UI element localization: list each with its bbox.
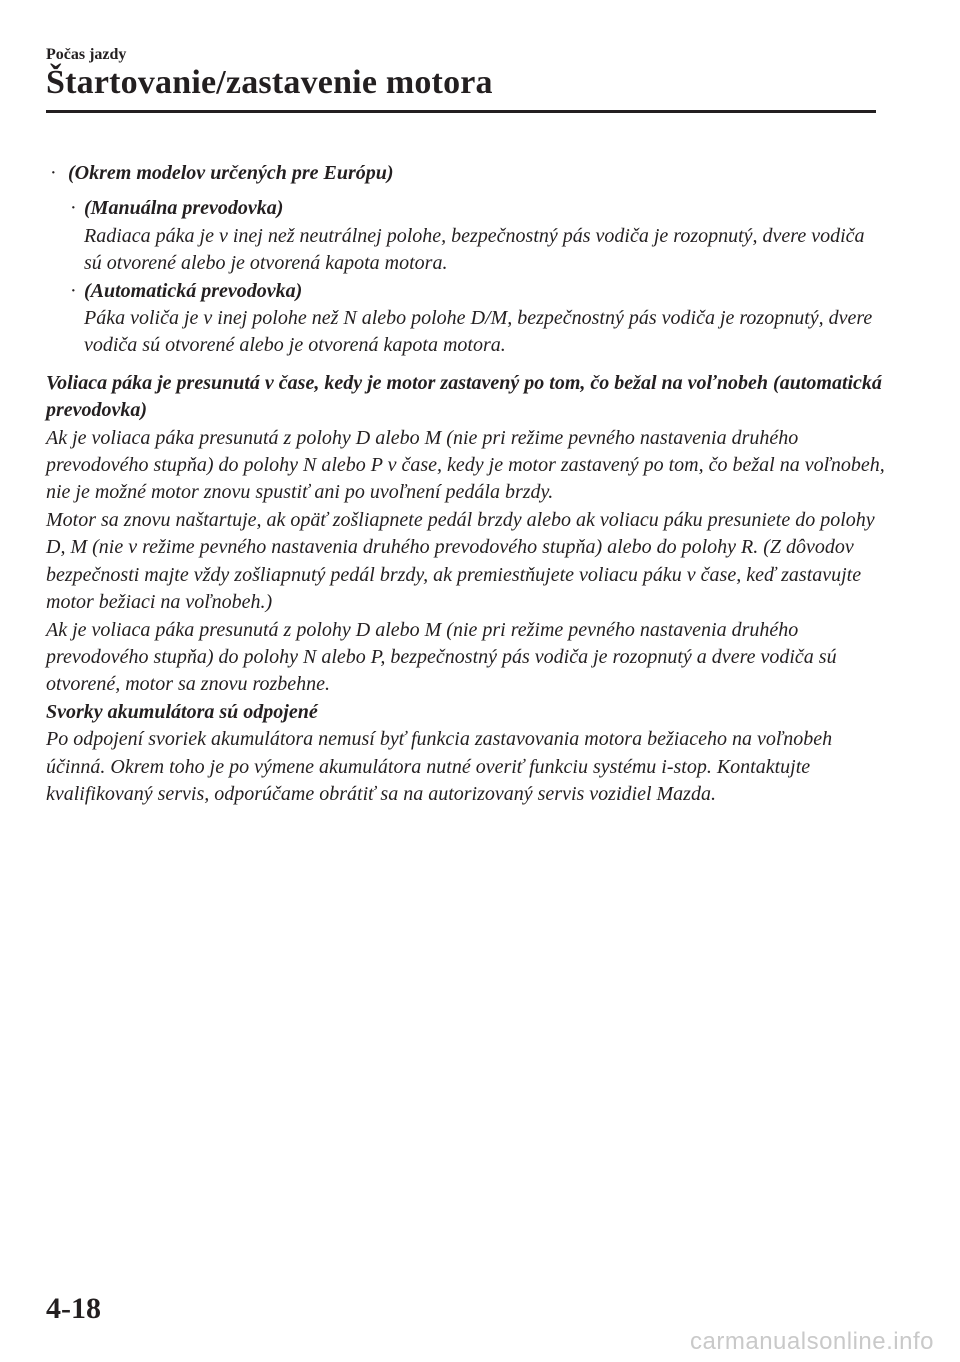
page-title: Štartovanie/zastavenie motora (46, 64, 493, 101)
paragraph: Po odpojení svoriek akumulátora nemusí byť funkcia zastavovania motora bežiaceho na voľnobeh účinná. Okrem toho je po výmene akumulátora nutné overiť funkciu systému i-stop. Kontaktujte kvalifikovaný servis, odporúčame obrátiť sa na autorizovaný servis vozidiel Mazda. (46, 728, 833, 805)
bullet-heading: (Okrem modelov určených pre Európu) (68, 162, 394, 184)
section-title: Svorky akumulátora sú odpojené (46, 700, 318, 723)
paragraph: Ak je voliaca páka presunutá z polohy D alebo M (nie pri režime pevného nastavenia druhého prevodového stupňa) do polohy N alebo P v čase, kedy je motor zastavený po tom, čo bežal na voľnobeh, nie je možné motor znovu spustiť ani po uvoľnení pedála brzdy. (46, 426, 885, 504)
bullet-dot-icon: · (70, 279, 77, 302)
section-label: Počas jazdy (46, 46, 127, 63)
bullet-item-manual (46, 195, 886, 277)
section-title: Voliaca páka je presunutá v čase, kedy je motor zastavený po tom, čo bežal na voľnobeh (automatická prevodovka) (46, 371, 882, 422)
bullet-heading: (Automatická prevodovka) (84, 279, 303, 302)
bullet-item-non-europe (46, 160, 886, 187)
header-divider (46, 110, 876, 113)
paragraph: Ak je voliaca páka presunutá z polohy D alebo M (nie pri režime pevného nastavenia druhého prevodového stupňa) do polohy N alebo P, bezpečnostný pás vodiča je rozopnutý a dvere vodiča sú otvorené, motor sa znovu rozbehne. (46, 618, 837, 696)
watermark: carmanualsonline.info (690, 1328, 934, 1355)
bullet-dot-icon: · (70, 197, 77, 220)
bullet-dot-icon: · (50, 162, 57, 184)
bullet-heading: (Manuálna prevodovka) (84, 197, 284, 220)
paragraph: Motor sa znovu naštartuje, ak opäť zošliapnete pedál brzdy alebo ak voliacu páku presuniete do polohy D, M (nie v režime pevného nastavenia druhého prevodového stupňa) alebo do polohy R. (Z dôvodov bezpečnosti majte vždy zošliapnutý pedál brzdy, ak premiestňujete voliacu páku v čase, keď zastavujte motor bežiaci na voľnobeh.) (46, 508, 875, 614)
document-body (46, 160, 886, 808)
bullet-text: Páka voliča je v inej polohe než N alebo polohe D/M, bezpečnostný pás vodiča je rozopnutý, dvere vodiča sú otvorené alebo je otvorená kapota motora. (84, 307, 873, 357)
section-battery (46, 699, 886, 809)
page-number: 4-18 (46, 1292, 101, 1325)
section-shift-lever (46, 370, 886, 699)
bullet-text: Radiaca páka je v inej než neutrálnej polohe, bezpečnostný pás vodiča je rozopnutý, dvere vodiča sú otvorené alebo je otvorená kapota motora. (84, 224, 865, 275)
bullet-item-automatic (46, 278, 886, 360)
